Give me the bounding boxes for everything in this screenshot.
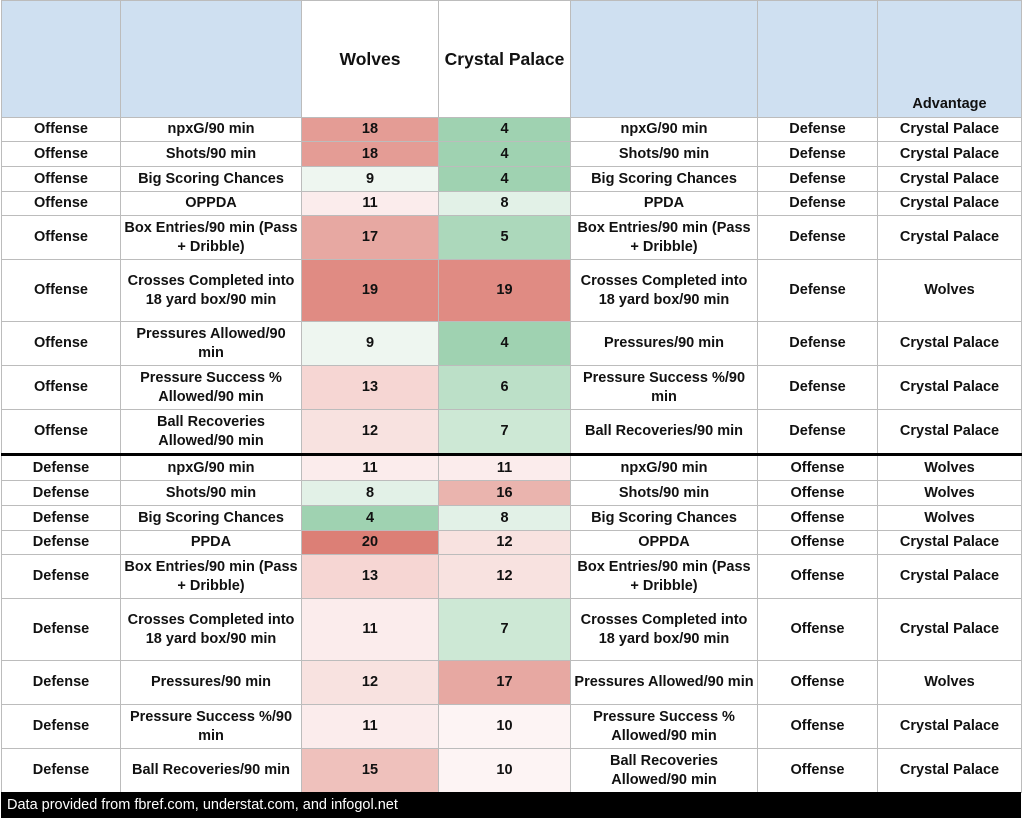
row-opposing-side: Defense	[758, 118, 878, 142]
wolves-value: 9	[302, 167, 439, 192]
row-metric: Pressures Allowed/90 min	[121, 322, 302, 366]
header-blank-side	[2, 1, 121, 118]
row-side: Defense	[2, 599, 121, 661]
row-opposing-metric: Ball Recoveries Allowed/90 min	[571, 749, 758, 793]
row-opposing-metric: Pressure Success % Allowed/90 min	[571, 705, 758, 749]
row-advantage: Crystal Palace	[878, 322, 1022, 366]
row-advantage: Wolves	[878, 455, 1022, 481]
row-advantage: Crystal Palace	[878, 118, 1022, 142]
palace-value: 4	[439, 322, 571, 366]
row-side: Offense	[2, 366, 121, 410]
row-opposing-side: Offense	[758, 555, 878, 599]
row-metric: Ball Recoveries Allowed/90 min	[121, 410, 302, 455]
row-opposing-metric: Pressures/90 min	[571, 322, 758, 366]
row-advantage: Wolves	[878, 481, 1022, 506]
row-metric: Box Entries/90 min (Pass + Dribble)	[121, 216, 302, 260]
header-advantage: Advantage	[878, 1, 1022, 118]
row-metric: Crosses Completed into 18 yard box/90 min	[121, 599, 302, 661]
row-metric: Shots/90 min	[121, 142, 302, 167]
row-opposing-side: Defense	[758, 192, 878, 216]
table-row	[2, 192, 1022, 216]
table-row	[2, 506, 1022, 531]
row-side: Defense	[2, 531, 121, 555]
table-row	[2, 599, 1022, 661]
header-row	[2, 1, 1022, 118]
row-opposing-metric: PPDA	[571, 192, 758, 216]
palace-value: 8	[439, 192, 571, 216]
row-metric: Pressure Success %/90 min	[121, 705, 302, 749]
row-metric: Big Scoring Chances	[121, 167, 302, 192]
wolves-value: 12	[302, 410, 439, 455]
wolves-value: 19	[302, 260, 439, 322]
table-row	[2, 410, 1022, 455]
table-row	[2, 481, 1022, 506]
row-metric: npxG/90 min	[121, 455, 302, 481]
row-opposing-metric: Pressure Success %/90 min	[571, 366, 758, 410]
row-advantage: Crystal Palace	[878, 142, 1022, 167]
row-side: Offense	[2, 410, 121, 455]
row-opposing-side: Offense	[758, 749, 878, 793]
row-opposing-metric: OPPDA	[571, 531, 758, 555]
header-blank-metric	[121, 1, 302, 118]
table-row	[2, 749, 1022, 793]
row-advantage: Crystal Palace	[878, 749, 1022, 793]
palace-value: 12	[439, 531, 571, 555]
row-opposing-metric: Crosses Completed into 18 yard box/90 min	[571, 260, 758, 322]
row-side: Defense	[2, 661, 121, 705]
row-metric: Pressures/90 min	[121, 661, 302, 705]
row-opposing-side: Defense	[758, 410, 878, 455]
row-opposing-side: Offense	[758, 599, 878, 661]
row-advantage: Crystal Palace	[878, 410, 1022, 455]
palace-value: 6	[439, 366, 571, 410]
wolves-value: 18	[302, 142, 439, 167]
wolves-value: 11	[302, 705, 439, 749]
header-team2: Crystal Palace	[439, 1, 571, 118]
row-metric: Ball Recoveries/90 min	[121, 749, 302, 793]
row-advantage: Crystal Palace	[878, 167, 1022, 192]
row-advantage: Wolves	[878, 260, 1022, 322]
palace-value: 11	[439, 455, 571, 481]
row-opposing-side: Defense	[758, 142, 878, 167]
table-row	[2, 661, 1022, 705]
row-side: Offense	[2, 167, 121, 192]
row-metric: OPPDA	[121, 192, 302, 216]
table-row	[2, 167, 1022, 192]
palace-value: 4	[439, 118, 571, 142]
palace-value: 17	[439, 661, 571, 705]
wolves-value: 9	[302, 322, 439, 366]
row-opposing-side: Offense	[758, 661, 878, 705]
header-blank-side2	[758, 1, 878, 118]
row-side: Defense	[2, 749, 121, 793]
row-side: Offense	[2, 142, 121, 167]
row-opposing-side: Offense	[758, 481, 878, 506]
row-metric: Pressure Success % Allowed/90 min	[121, 366, 302, 410]
row-opposing-side: Offense	[758, 506, 878, 531]
palace-value: 19	[439, 260, 571, 322]
row-opposing-metric: Pressures Allowed/90 min	[571, 661, 758, 705]
palace-value: 10	[439, 705, 571, 749]
header-blank-metric2	[571, 1, 758, 118]
row-side: Defense	[2, 481, 121, 506]
row-advantage: Wolves	[878, 661, 1022, 705]
palace-value: 4	[439, 167, 571, 192]
row-opposing-side: Offense	[758, 455, 878, 481]
comparison-table	[1, 0, 1022, 793]
row-opposing-metric: Crosses Completed into 18 yard box/90 min	[571, 599, 758, 661]
row-opposing-metric: Shots/90 min	[571, 142, 758, 167]
palace-value: 12	[439, 555, 571, 599]
row-opposing-metric: Big Scoring Chances	[571, 506, 758, 531]
row-advantage: Crystal Palace	[878, 599, 1022, 661]
row-advantage: Crystal Palace	[878, 531, 1022, 555]
row-side: Offense	[2, 118, 121, 142]
source-footer: Data provided from fbref.com, understat.com, and infogol.net	[1, 792, 1021, 818]
row-opposing-side: Offense	[758, 705, 878, 749]
row-opposing-side: Defense	[758, 167, 878, 192]
wolves-value: 11	[302, 455, 439, 481]
wolves-value: 13	[302, 555, 439, 599]
row-opposing-side: Defense	[758, 322, 878, 366]
table-row	[2, 216, 1022, 260]
header-team1: Wolves	[302, 1, 439, 118]
row-side: Offense	[2, 192, 121, 216]
palace-value: 7	[439, 410, 571, 455]
palace-value: 5	[439, 216, 571, 260]
wolves-value: 4	[302, 506, 439, 531]
row-side: Defense	[2, 555, 121, 599]
palace-value: 4	[439, 142, 571, 167]
row-opposing-metric: Ball Recoveries/90 min	[571, 410, 758, 455]
wolves-value: 20	[302, 531, 439, 555]
row-opposing-metric: npxG/90 min	[571, 455, 758, 481]
wolves-value: 13	[302, 366, 439, 410]
row-side: Defense	[2, 705, 121, 749]
row-metric: Shots/90 min	[121, 481, 302, 506]
row-opposing-metric: Big Scoring Chances	[571, 167, 758, 192]
wolves-value: 17	[302, 216, 439, 260]
table-body	[2, 118, 1022, 793]
table-row	[2, 260, 1022, 322]
wolves-value: 18	[302, 118, 439, 142]
row-advantage: Crystal Palace	[878, 192, 1022, 216]
table-row	[2, 322, 1022, 366]
row-side: Offense	[2, 322, 121, 366]
row-side: Offense	[2, 260, 121, 322]
row-advantage: Crystal Palace	[878, 555, 1022, 599]
palace-value: 8	[439, 506, 571, 531]
palace-value: 10	[439, 749, 571, 793]
row-side: Offense	[2, 216, 121, 260]
palace-value: 16	[439, 481, 571, 506]
row-metric: PPDA	[121, 531, 302, 555]
wolves-value: 15	[302, 749, 439, 793]
row-advantage: Crystal Palace	[878, 216, 1022, 260]
row-opposing-metric: npxG/90 min	[571, 118, 758, 142]
row-opposing-side: Defense	[758, 260, 878, 322]
table-row	[2, 531, 1022, 555]
row-opposing-metric: Box Entries/90 min (Pass + Dribble)	[571, 216, 758, 260]
row-opposing-metric: Shots/90 min	[571, 481, 758, 506]
palace-value: 7	[439, 599, 571, 661]
row-advantage: Crystal Palace	[878, 366, 1022, 410]
table-row	[2, 118, 1022, 142]
row-side: Defense	[2, 506, 121, 531]
wolves-value: 11	[302, 192, 439, 216]
row-side: Defense	[2, 455, 121, 481]
table-row	[2, 455, 1022, 481]
row-advantage: Crystal Palace	[878, 705, 1022, 749]
row-opposing-side: Offense	[758, 531, 878, 555]
row-opposing-metric: Box Entries/90 min (Pass + Dribble)	[571, 555, 758, 599]
table-row	[2, 555, 1022, 599]
wolves-value: 11	[302, 599, 439, 661]
row-metric: Big Scoring Chances	[121, 506, 302, 531]
row-metric: npxG/90 min	[121, 118, 302, 142]
wolves-value: 12	[302, 661, 439, 705]
table-row	[2, 705, 1022, 749]
row-metric: Crosses Completed into 18 yard box/90 min	[121, 260, 302, 322]
table-row	[2, 142, 1022, 167]
row-opposing-side: Defense	[758, 216, 878, 260]
table-row	[2, 366, 1022, 410]
row-opposing-side: Defense	[758, 366, 878, 410]
wolves-value: 8	[302, 481, 439, 506]
row-metric: Box Entries/90 min (Pass + Dribble)	[121, 555, 302, 599]
row-advantage: Wolves	[878, 506, 1022, 531]
